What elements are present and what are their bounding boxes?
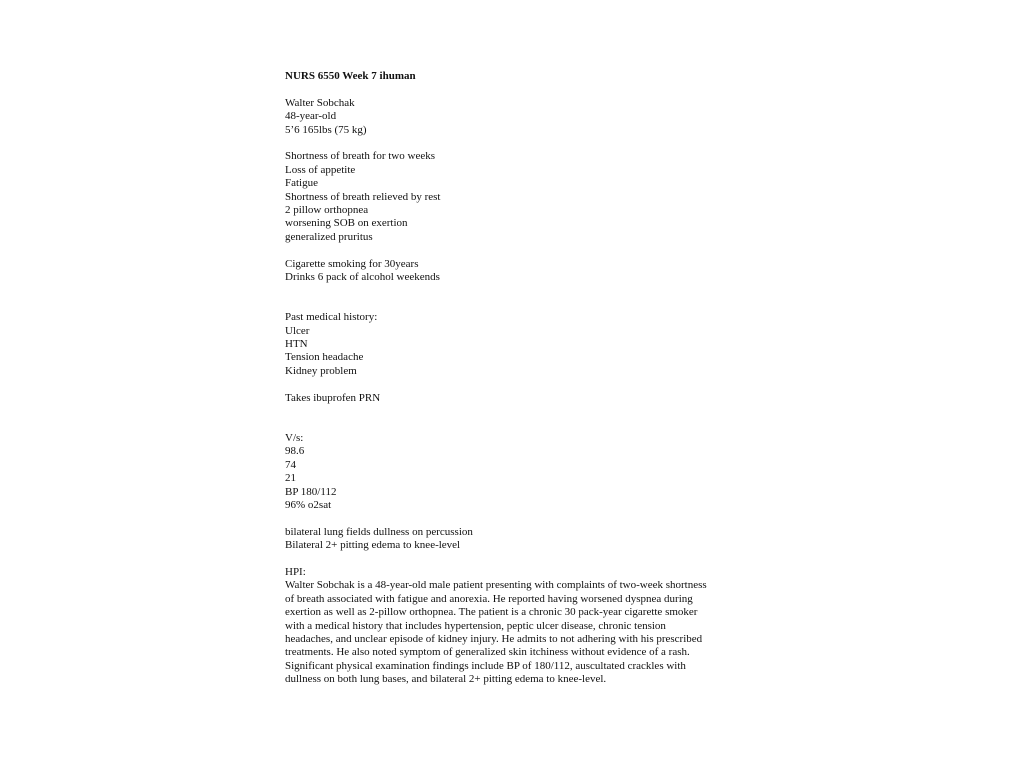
symptom-item: 2 pillow orthopnea [285,204,369,217]
medication-line: Takes ibuprofen PRN [285,391,381,404]
vital-item: 96% o2sat [285,498,332,511]
patient-age: 48-year-old [285,110,337,123]
vital-signs [285,432,745,512]
pmh-heading: Past medical history: [285,311,378,324]
social-history [285,258,745,285]
symptom-item: Fatigue [285,177,318,190]
exam-findings [285,526,745,553]
vital-item: 74 [285,458,296,471]
patient-info [285,97,745,137]
document-title: NURS 6550 Week 7 ihuman [285,70,416,82]
vitals-heading: V/s: [285,431,304,444]
symptom-item: Shortness of breath for two weeks [285,150,435,163]
symptom-item: Shortness of breath relieved by rest [285,190,441,203]
symptom-item: Loss of appetite [285,163,356,176]
symptom-item: generalized pruritus [285,230,373,243]
hpi-line: dullness on both lung bases, and bilateral 2+ pitting edema to knee-level. [285,673,607,686]
social-item: Drinks 6 pack of alcohol weekends [285,271,440,284]
symptom-item: worsening SOB on exertion [285,217,408,230]
hpi-line: Significant physical examination findings include BP of 180/112, auscultated crackles with [285,659,686,672]
vital-item: 98.6 [285,445,305,458]
hpi-heading: HPI: [285,565,306,578]
patient-height-weight: 5’6 165lbs (75 kg) [285,123,367,136]
hpi-line: of breath associated with fatigue and anorexia. He reported having worsened dyspnea during [285,592,693,605]
social-item: Cigarette smoking for 30years [285,257,419,270]
exam-item: bilateral lung fields dullness on percussion [285,525,473,538]
pmh-item: HTN [285,338,308,351]
symptom-list [285,150,745,244]
hpi-line: headaches, and unclear episode of kidney injury. He admits to not adhering with his prescribed [285,632,703,645]
hpi-line: treatments. He also noted symptom of generalized skin itchiness without evidence of a rash. [285,646,690,659]
vital-item: BP 180/112 [285,485,337,498]
pmh-item: Ulcer [285,324,310,337]
document-body [285,70,745,687]
hpi-section [285,566,745,687]
hpi-line: exertion as well as 2-pillow orthopnea. The patient is a chronic 30 pack-year cigarette smoker [285,606,698,619]
vital-item: 21 [285,472,296,485]
past-medical-history [285,311,745,378]
exam-item: Bilateral 2+ pitting edema to knee-level [285,539,461,552]
pmh-item: Tension headache [285,351,364,364]
hpi-line: with a medical history that includes hypertension, peptic ulcer disease, chronic tension [285,619,666,632]
pmh-item: Kidney problem [285,364,357,377]
hpi-line: Walter Sobchak is a 48-year-old male patient presenting with complaints of two-week shortness [285,579,707,592]
patient-name: Walter Sobchak [285,96,355,109]
